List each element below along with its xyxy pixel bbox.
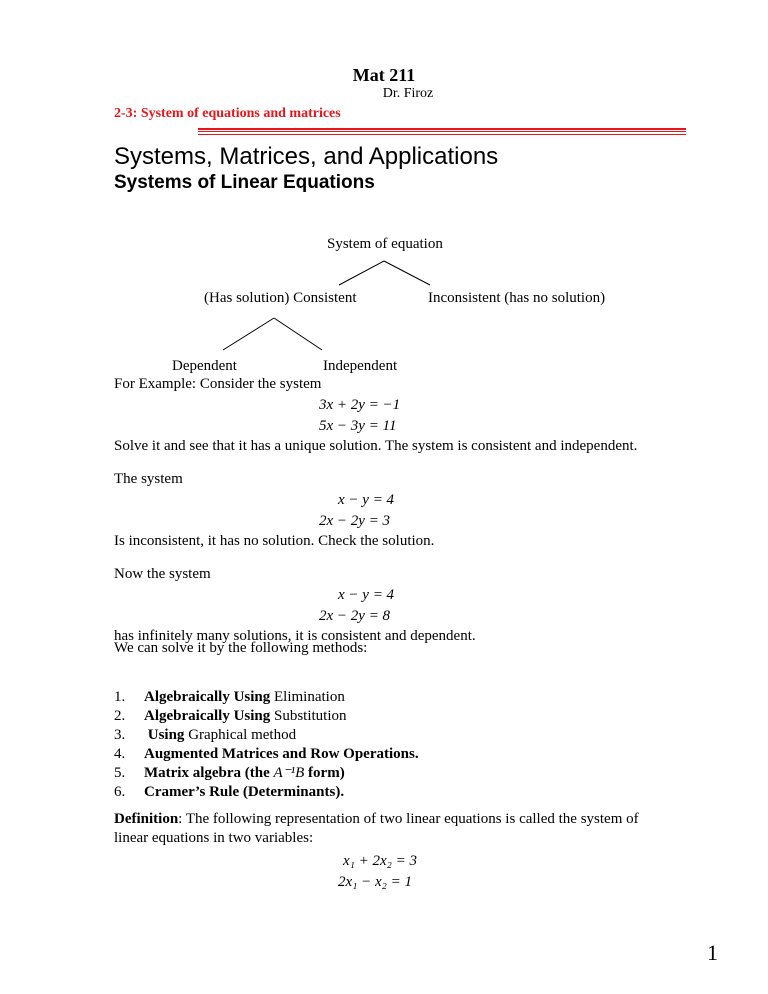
main-heading: Systems, Matrices, and Applications [114,143,499,170]
author-name: Dr. Firoz [382,86,434,101]
list-item: 3. Using Graphical method [114,727,297,743]
methods-intro: We can solve it by the following methods: [114,640,368,656]
list-item: 2. Algebraically Using Substitution [114,708,347,724]
list-item: 5. Matrix algebra (the A⁻¹B form) [114,765,345,781]
list-item: 4. Augmented Matrices and Row Operations. [114,746,419,762]
example1-intro: For Example: Consider the system [114,376,322,392]
example3-note: has infinitely many solutions, it is consistent and dependent. [114,628,476,644]
example2-eq2: 2x − 2y = 3 [319,513,391,529]
example1-eq2: 5x − 3y = 11 [319,418,397,434]
example3-eq1: x − y = 4 [338,587,395,603]
section-tag: 2-3: System of equations and matrices [114,106,341,121]
header-divider [198,128,686,132]
example1-eq1: 3x + 2y = −1 [319,397,401,413]
definition-eq2: 2x₁ − x₂ = 1 [338,874,412,890]
methods-list [114,688,419,802]
example3-eq2: 2x − 2y = 8 [319,608,391,624]
example2-intro: The system [114,471,183,487]
example3-intro: Now the system [114,566,211,582]
definition-eq1: x₁ + 2x₂ = 3 [343,853,417,869]
definition-term: Definition [114,811,179,827]
definition-line2: linear equations in two variables: [114,830,314,846]
list-item: 1. Algebraically Using Elimination [114,689,345,705]
page-number: 1 [707,940,718,965]
example2-note: Is inconsistent, it has no solution. Check the solution. [114,533,435,549]
header-divider-thin [198,134,686,135]
list-item: 6. Cramer’s Rule (Determinants). [114,784,345,800]
sub-heading: Systems of Linear Equations [114,172,375,193]
example1-note: Solve it and see that it has a unique solution. The system is consistent and independent. [114,438,638,454]
tree-root: System of equation [327,236,443,252]
tree-independent: Independent [323,358,398,374]
tree-inconsistent: Inconsistent (has no solution) [428,290,606,306]
definition-line1: Definition: The following representation of two linear equations is called the system of [114,811,639,827]
tree-consistent: (Has solution) Consistent [204,290,357,306]
example2-eq1: x − y = 4 [338,492,395,508]
tree-dependent: Dependent [172,358,237,374]
course-title: Mat 211 [352,65,416,85]
